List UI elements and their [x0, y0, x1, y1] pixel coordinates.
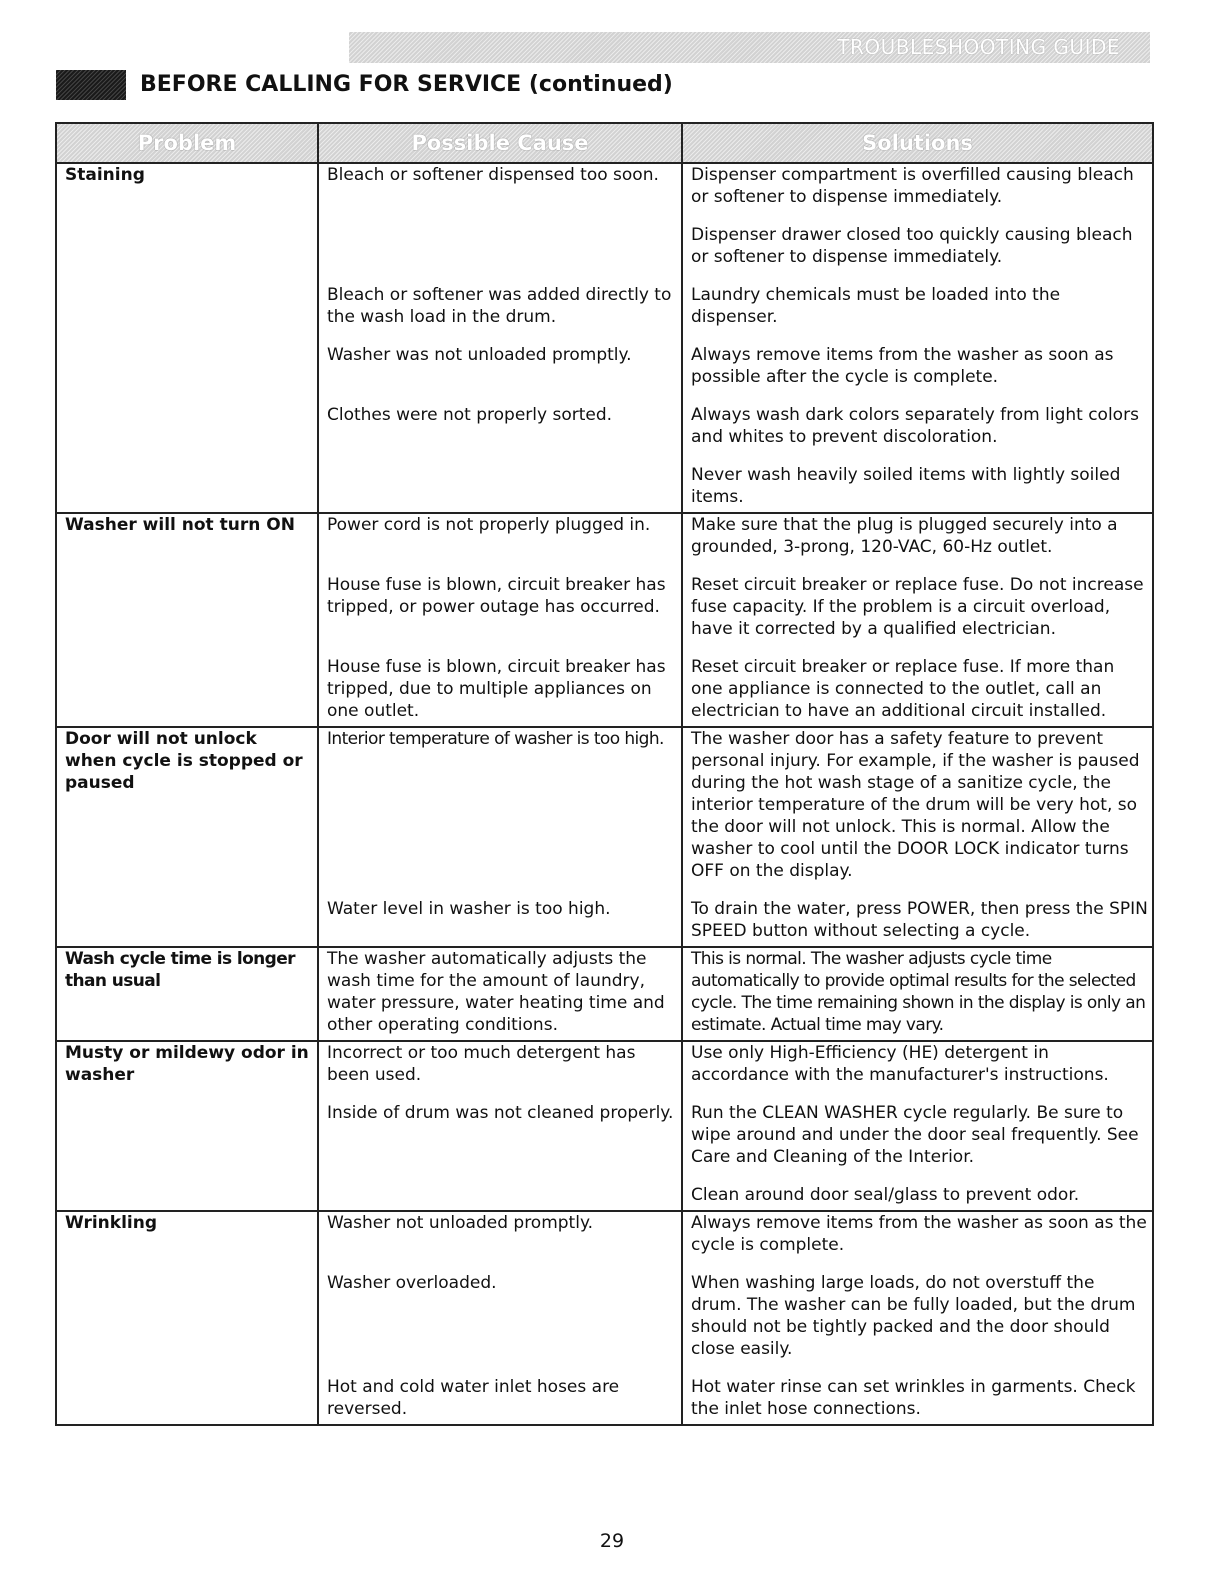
possible-cause-text: Clothes were not properly sorted. — [327, 405, 613, 425]
section-marker-block — [56, 70, 126, 100]
possible-cause-text: Washer was not unloaded promptly. — [327, 345, 632, 365]
table-header-row — [56, 123, 1153, 163]
possible-cause-text: Bleach or softener dispensed too soon. — [327, 165, 659, 185]
solution-cell — [682, 1102, 1153, 1184]
troubleshooting-table — [55, 122, 1154, 1426]
possible-cause-text: Interior temperature of washer is too high. — [327, 729, 664, 749]
possible-cause-cell — [318, 947, 682, 1041]
possible-cause-text: House fuse is blown, circuit breaker has tripped, or power outage has occurred. — [327, 575, 666, 617]
possible-cause-text: Hot and cold water inlet hoses are reversed. — [327, 1377, 620, 1419]
solution-text: To drain the water, press POWER, then press the SPIN SPEED button without selecting a cycle. — [691, 899, 1148, 941]
table-body — [56, 163, 1153, 1425]
solution-cell — [682, 1211, 1153, 1272]
column-header-problem: Problem — [56, 123, 318, 163]
problem-cell: Washer will not turn ON — [56, 513, 318, 727]
possible-cause-text — [327, 1184, 677, 1188]
possible-cause-text — [327, 464, 677, 468]
possible-cause-cell — [318, 1272, 682, 1376]
solution-cell — [682, 574, 1153, 656]
solution-cell — [682, 727, 1153, 898]
possible-cause-cell — [318, 1184, 682, 1211]
section-title: BEFORE CALLING FOR SERVICE (continued) — [140, 72, 673, 97]
possible-cause-text: Inside of drum was not cleaned properly. — [327, 1103, 674, 1123]
solution-cell — [682, 464, 1153, 513]
solution-cell — [682, 1041, 1153, 1102]
possible-cause-text: Power cord is not properly plugged in. — [327, 515, 651, 535]
possible-cause-cell — [318, 1102, 682, 1184]
solution-text: Hot water rinse can set wrinkles in garments. Check the inlet hose connections. — [691, 1377, 1136, 1419]
possible-cause-text: Bleach or softener was added directly to the wash load in the drum. — [327, 285, 672, 327]
solution-cell — [682, 344, 1153, 404]
column-header-possible-cause: Possible Cause — [318, 123, 682, 163]
solution-text: Dispenser compartment is overfilled causing bleach or softener to dispense immediately. — [691, 165, 1134, 207]
column-header-solutions: Solutions — [682, 123, 1153, 163]
solution-text: Run the CLEAN WASHER cycle regularly. Be sure to wipe around and under the door seal frequently. See Care and Cleaning of the Interior. — [691, 1103, 1139, 1167]
solution-cell — [682, 284, 1153, 344]
possible-cause-text: Washer not unloaded promptly. — [327, 1213, 593, 1233]
possible-cause-cell — [318, 284, 682, 344]
possible-cause-cell — [318, 344, 682, 404]
table-row — [56, 727, 1153, 898]
troubleshooting-guide-banner: TROUBLESHOOTING GUIDE — [349, 32, 1150, 63]
solution-cell — [682, 898, 1153, 947]
problem-cell: Musty or mildewy odor in washer — [56, 1041, 318, 1211]
solution-cell — [682, 513, 1153, 574]
possible-cause-cell — [318, 1041, 682, 1102]
solution-text: This is normal. The washer adjusts cycle time automatically to provide optimal results for the selected cycle. The time remaining shown in the display is only an estimate. Actual time may vary. — [691, 949, 1146, 1035]
solution-text: When washing large loads, do not overstuff the drum. The washer can be fully loaded, but the drum should not be tightly packed and the door should close easily. — [691, 1273, 1136, 1359]
solution-text: Never wash heavily soiled items with lightly soiled items. — [691, 465, 1121, 507]
table-row — [56, 163, 1153, 224]
possible-cause-cell — [318, 163, 682, 224]
table-row — [56, 1211, 1153, 1272]
solution-cell — [682, 1376, 1153, 1425]
possible-cause-text: Incorrect or too much detergent has been used. — [327, 1043, 636, 1085]
possible-cause-cell — [318, 464, 682, 513]
solution-text: Reset circuit breaker or replace fuse. If more than one appliance is connected to the outlet, call an electrician to have an additional circuit installed. — [691, 657, 1115, 721]
solution-text: Dispenser drawer closed too quickly causing bleach or softener to dispense immediately. — [691, 225, 1133, 267]
possible-cause-cell — [318, 224, 682, 284]
table-row — [56, 947, 1153, 1041]
problem-cell: Wash cycle time is longer than usual — [56, 947, 318, 1041]
problem-cell: Door will not unlock when cycle is stopped or paused — [56, 727, 318, 947]
solution-text: Use only High-Efficiency (HE) detergent in accordance with the manufacturer's instructions. — [691, 1043, 1109, 1085]
solution-cell — [682, 224, 1153, 284]
problem-cell: Staining — [56, 163, 318, 513]
possible-cause-cell — [318, 656, 682, 727]
solution-text: Reset circuit breaker or replace fuse. Do not increase fuse capacity. If the problem is a circuit overload, have it corrected by a qualified electrician. — [691, 575, 1144, 639]
solution-cell — [682, 656, 1153, 727]
possible-cause-cell — [318, 513, 682, 574]
possible-cause-text: Water level in washer is too high. — [327, 899, 611, 919]
table-row — [56, 1041, 1153, 1102]
page-number: 29 — [599, 1530, 625, 1552]
solution-text: The washer door has a safety feature to prevent personal injury. For example, if the washer is paused during the hot wash stage of a sanitize cycle, the interior temperature of the drum will be very hot, so the door will not unlock. This is normal. Allow the washer to cool until the DOOR LOCK indicator turns OFF on the display. — [691, 729, 1140, 881]
possible-cause-text — [327, 224, 677, 240]
possible-cause-cell — [318, 404, 682, 464]
solution-cell — [682, 1184, 1153, 1211]
possible-cause-text: The washer automatically adjusts the wash time for the amount of laundry, water pressure, water heating time and other operating conditions. — [327, 949, 665, 1035]
solution-cell — [682, 1272, 1153, 1376]
possible-cause-text: Washer overloaded. — [327, 1273, 497, 1293]
solution-text: Laundry chemicals must be loaded into the dispenser. — [691, 285, 1061, 327]
possible-cause-cell — [318, 898, 682, 947]
solution-text: Make sure that the plug is plugged securely into a grounded, 3-prong, 120-VAC, 60-Hz outlet. — [691, 515, 1118, 557]
solution-text: Always wash dark colors separately from light colors and whites to prevent discoloration. — [691, 405, 1139, 447]
possible-cause-cell — [318, 574, 682, 656]
possible-cause-cell — [318, 1211, 682, 1272]
solution-text: Always remove items from the washer as soon as possible after the cycle is complete. — [691, 345, 1114, 387]
problem-cell: Wrinkling — [56, 1211, 318, 1425]
solution-text: Clean around door seal/glass to prevent odor. — [691, 1185, 1080, 1205]
possible-cause-text: House fuse is blown, circuit breaker has tripped, due to multiple appliances on one outlet. — [327, 657, 666, 721]
possible-cause-cell — [318, 1376, 682, 1425]
solution-text: Always remove items from the washer as soon as the cycle is complete. — [691, 1213, 1147, 1255]
solution-cell — [682, 163, 1153, 224]
solution-cell — [682, 404, 1153, 464]
solution-cell — [682, 947, 1153, 1041]
table-row — [56, 513, 1153, 574]
possible-cause-cell — [318, 727, 682, 898]
